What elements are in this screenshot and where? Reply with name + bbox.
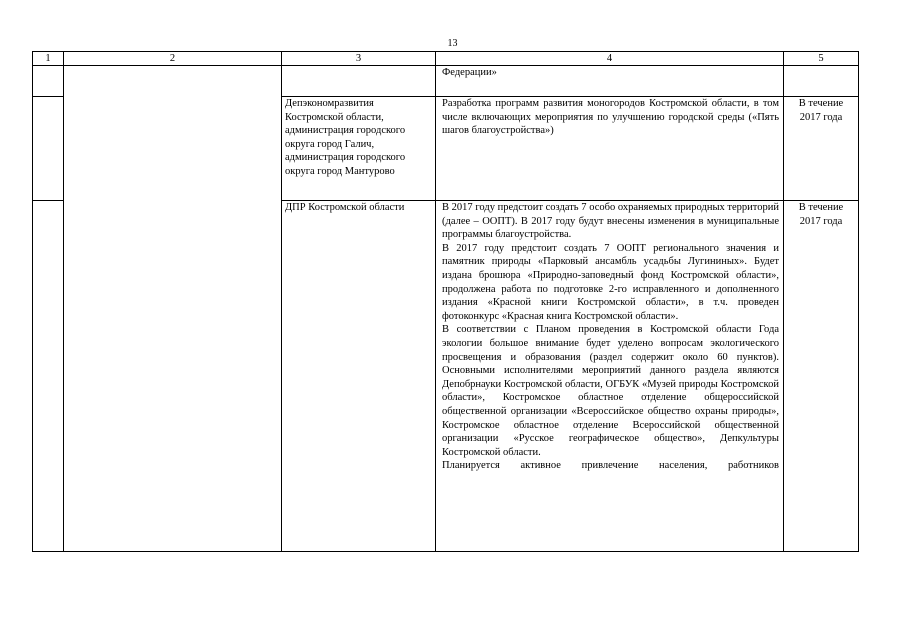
page-number: 13 bbox=[447, 38, 458, 49]
activity-paragraph: Федерации» bbox=[442, 67, 497, 78]
activity-paragraph: Планируется активное привлечение населения, работников bbox=[442, 460, 779, 472]
activity-paragraph: В соответствии с Планом проведения в Костромской области Года экологии большое внимание будет уделено вопросам экологического просвещения и образования (раздел содержит около 60 пунктов). Основными исполнителями мероприятий данного раздела являются Депобрнауки Костромской области, ОГБУК «Музей природы Костромской области», Костромское областное отделение общероссийской общественной организации «Всероссийское общество охраны природы», Костромское областное отделение Всероссийской общественной организации «Русское географическое общество», Депкультуры Костромской области. bbox=[442, 324, 779, 458]
column-number-1: 1 bbox=[33, 52, 64, 66]
column-number-2: 2 bbox=[64, 52, 282, 66]
table-row bbox=[33, 66, 859, 97]
cell-activity bbox=[436, 201, 784, 552]
cell-measure bbox=[64, 66, 282, 552]
cell-index bbox=[33, 97, 64, 201]
cell-executor bbox=[282, 66, 436, 97]
cell-term: В течение 2017 года bbox=[784, 97, 859, 201]
header-row bbox=[33, 52, 859, 66]
column-number-3: 3 bbox=[282, 52, 436, 66]
column-number-4: 4 bbox=[436, 52, 784, 66]
cell-executor: Депэкономразвития Костромской области, администрация городского округа город Галич, администрация городского округа город Мантурово bbox=[282, 97, 436, 201]
cell-term: В течение 2017 года bbox=[784, 201, 859, 552]
cell-activity bbox=[436, 66, 784, 97]
cell-executor: ДПР Костромской области bbox=[282, 201, 436, 552]
cell-index bbox=[33, 201, 64, 552]
plan-table bbox=[32, 51, 859, 552]
activity-paragraph: Разработка программ развития моногородов Костромской области, в том числе включающих мероприятия по улучшению городской среды («Пять шагов благоустройства») bbox=[442, 98, 779, 137]
activity-paragraph: В 2017 году предстоит создать 7 ООПТ регионального значения и памятник природы «Парковый ансамбль усадьбы Лугининых». Будет издана брошюра «Природно-заповедный фонд Костромской области», продолжена работа по подготовке 2-го исправленного и дополненного издания «Красной книги Костромской области», в т.ч. проведен фотоконкурс «Красная книга Костромской области». bbox=[442, 242, 779, 322]
activity-paragraph: В 2017 году предстоит создать 7 особо охраняемых природных территорий (далее – ООПТ). В 2017 году будут внесены изменения в муниципальные программы благоустройства. bbox=[442, 202, 779, 241]
column-number-5: 5 bbox=[784, 52, 859, 66]
cell-index bbox=[33, 66, 64, 97]
cell-term bbox=[784, 66, 859, 97]
cell-activity bbox=[436, 97, 784, 201]
